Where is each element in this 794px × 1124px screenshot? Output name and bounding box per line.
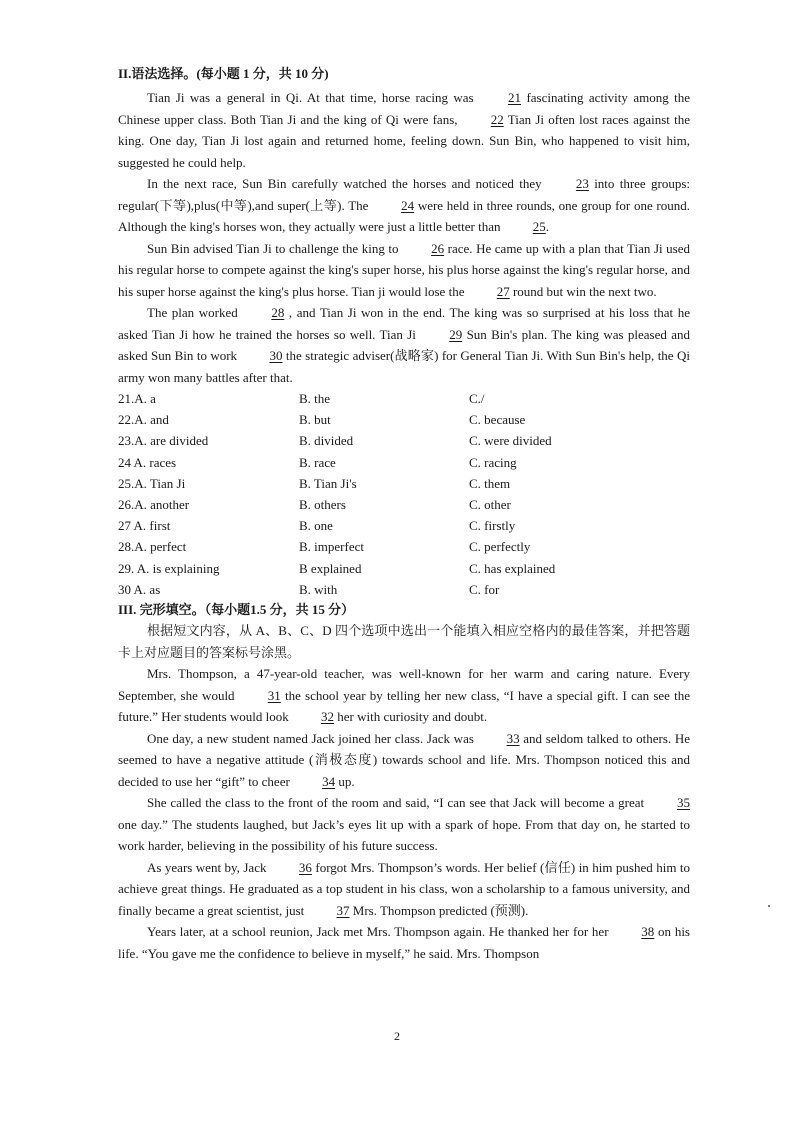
section3-paragraph-5: Years later, at a school reunion, Jack met Mrs. Thompson again. He thanked her for her 38 on his life. “You gave me the confidence to believe in myself,” he said. Mrs. Thompson	[118, 921, 690, 964]
scan-speck	[768, 905, 770, 907]
blank-26: 26	[431, 240, 445, 256]
blank-28: 28	[271, 305, 285, 320]
blank-29: 29	[449, 326, 463, 342]
section3-paragraph-2: One day, a new student named Jack joined her class. Jack was 33 and seldom talked to others. He seemed to have a negative attitude (消极态度) towards school and life. Mrs. Thompson noticed this and decided to use her “gift” to cheer 34 up.	[118, 728, 690, 793]
section2-paragraph-4: The plan worked 28 , and Tian Ji won in the end. The king was so surprised at his loss that he asked Tian Ji how he trained the horses so well. Tian Ji 29 Sun Bin's plan. The king was pleased and asked Sun Bin to work 30 the strategic adviser(战略家) for General Tian Ji. With Sun Bin's help, the Qi army won many battles after that.	[118, 302, 690, 388]
blank-27: 27	[496, 283, 510, 299]
blank-34: 34	[322, 773, 336, 789]
blank-35: 35	[677, 795, 690, 811]
option-row: 24 A. races B. race C. racing	[118, 454, 517, 470]
section2-paragraph-3: Sun Bin advised Tian Ji to challenge the king to 26 race. He came up with a plan that Tian Ji used his regular horse to compete against the king's super horse, his plus horse against the king's regular horse, and his super horse against the king's plus horse. Tian ji would lose the 27 round but win the next two.	[118, 238, 690, 303]
blank-32: 32	[321, 709, 335, 725]
option-row: 28.A. perfect B. imperfect C. perfectly	[118, 539, 531, 555]
blank-30: 30	[269, 348, 283, 363]
section2-title: II.语法选择。(每小题 1 分，共 10 分)	[118, 66, 329, 81]
option-row: 30 A. as B. with C. for	[118, 581, 500, 597]
section2-paragraph-2: In the next race, Sun Bin carefully watched the horses and noticed they 23 into three groups: regular(下等),plus(中等),and super(上等). The 24 were held in three rounds, one group for one round. Although the king's horses won, they actually were just a little better than 25.	[118, 173, 690, 238]
page-number: 2	[394, 1029, 400, 1043]
section2-paragraph-1: Tian Ji was a general in Qi. At that time, horse racing was 21 fascinating activity among the Chinese upper class. Both Tian Ji and the king of Qi were fans, 22 Tian Ji often lost races against the king. One day, Tian Ji lost again and returned home, feeling down. Sun Bin, who happened to visit him, suggested he could help.	[118, 87, 690, 173]
blank-22: 22	[490, 111, 504, 127]
option-row: 27 A. first B. one C. firstly	[118, 518, 516, 534]
option-row: 25.A. Tian Ji B. Tian Ji's C. them	[118, 475, 511, 491]
section3-title: III. 完形填空。（每小题1.5 分，共 15 分）	[118, 602, 355, 618]
option-row: 26.A. another B. others C. other	[118, 497, 511, 513]
section3-instruction: 根据短文内容，从 A、B、C、D 四个选项中选出一个能填入相应空格内的最佳答案，并把答题卡上对应题目的答案标号涂黑。	[118, 623, 690, 660]
option-row: 22.A. and B. but C. because	[118, 412, 526, 428]
option-row: 21.A. a B. the C./	[118, 391, 485, 406]
blank-25: 25	[532, 219, 546, 234]
section2-options	[118, 388, 690, 600]
blank-24: 24	[401, 197, 415, 213]
blank-21: 21	[508, 90, 522, 105]
section3-paragraph-1: Mrs. Thompson, a 47-year-old teacher, was well-known for her warm and caring nature. Every September, she would 31 the school year by telling her new class, “I have a special gift. I can see the future.” Her students would look 32 her with curiosity and doubt.	[118, 663, 690, 728]
section3-paragraph-3: She called the class to the front of the room and said, “I can see that Jack will become a great 35 one day.” The students laughed, but Jack’s eyes lit up with a spark of hope. From that day on, he started to work harder, believing in the possibility of his future success.	[118, 792, 690, 857]
blank-23: 23	[575, 176, 589, 191]
blank-36: 36	[298, 859, 312, 875]
blank-37: 37	[336, 902, 350, 918]
option-row: 29. A. is explaining B explained C. has explained	[118, 560, 556, 576]
option-row: 23.A. are divided B. divided C. were divided	[118, 433, 552, 449]
blank-38: 38	[641, 924, 655, 940]
blank-31: 31	[267, 687, 281, 703]
blank-33: 33	[506, 730, 520, 746]
page-content	[118, 64, 690, 964]
section3-paragraph-4: As years went by, Jack 36 forgot Mrs. Thompson’s words. Her belief (信任) in him pushed him to achieve great things. He graduated as a top student in his class, won a scholarship to a famous university, and finally became a great scientist, just 37 Mrs. Thompson predicted (预测).	[118, 857, 690, 922]
